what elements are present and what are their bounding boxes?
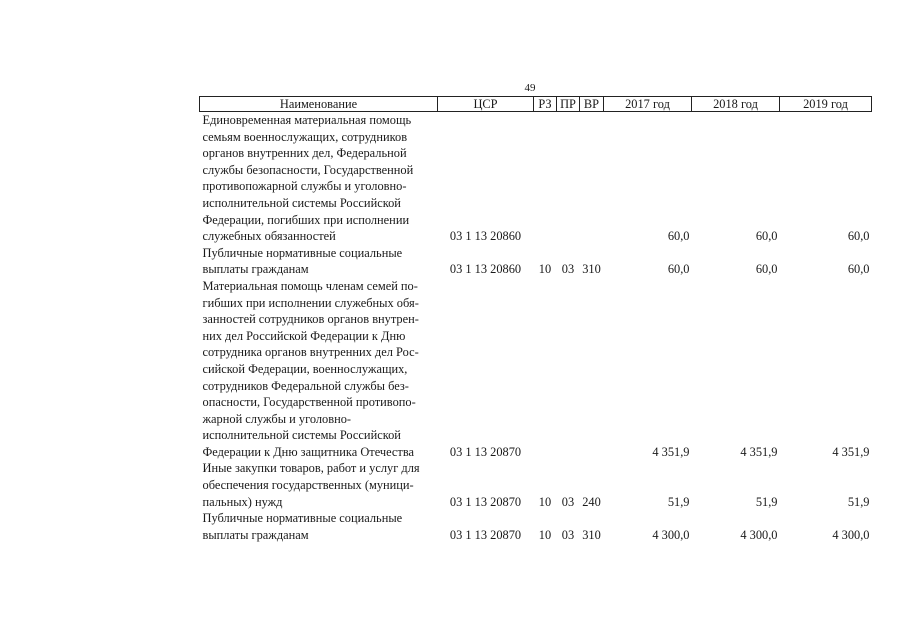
- row-name: [200, 245, 438, 278]
- header-pr: ПР: [557, 97, 580, 112]
- budget-table: [199, 96, 872, 543]
- table-header: [200, 97, 872, 112]
- row-vr: [580, 112, 604, 245]
- row-value-2019: 60,0: [847, 262, 870, 277]
- row-name-line: гибших при исполнении служебных обя-: [202, 295, 419, 310]
- row-name-line: жарной службы и уголовно-: [202, 411, 352, 426]
- row-name: [200, 510, 438, 543]
- row-name-line: Федерации к Дню защитника Отечества: [202, 444, 415, 459]
- row-csr: 03 1 13 20860: [449, 229, 522, 244]
- row-name-line: службы безопасности, Государственной: [202, 162, 414, 177]
- row-name-line: Единовременная материальная помощь: [202, 113, 412, 127]
- row-name-line: выплаты гражданам: [202, 527, 309, 542]
- row-name-line: семьям военнослужащих, сотрудников: [202, 129, 408, 144]
- row-rz: 10: [538, 527, 552, 542]
- row-name-line: исполнительной системы Российской: [202, 428, 401, 443]
- row-vr: [580, 278, 604, 461]
- row-rz: 10: [538, 262, 552, 277]
- row-name: [200, 460, 438, 510]
- row-name-line: органов внутренних дел, Федеральной: [202, 146, 407, 161]
- row-csr: 03 1 13 20860: [449, 262, 522, 277]
- row-name-line: сийской Федерации, военнослужащих,: [202, 361, 408, 376]
- page-number: 49: [524, 82, 536, 94]
- row-value-2017: 60,0: [667, 229, 690, 244]
- row-value-2017: 4 351,9: [652, 444, 690, 459]
- table-row: [200, 112, 872, 245]
- row-name-line: Публичные нормативные социальные: [202, 511, 403, 526]
- row-name-line: Публичные нормативные социальные: [202, 245, 403, 260]
- row-name-line: Федерации, погибших при исполнении: [202, 212, 410, 227]
- row-value-2018: 51,9: [755, 494, 778, 509]
- row-pr: [557, 112, 580, 245]
- row-value-2018: 60,0: [755, 229, 778, 244]
- row-pr: [557, 278, 580, 461]
- header-rz: РЗ: [534, 97, 557, 112]
- row-name-line: занностей сотрудников органов внутрен-: [202, 312, 419, 327]
- row-name-line: обеспечения государственных (муници-: [202, 478, 414, 493]
- row-value-2019: 51,9: [847, 494, 870, 509]
- row-name-line: Иные закупки товаров, работ и услуг для: [202, 461, 420, 476]
- header-name: Наименование: [200, 97, 438, 112]
- row-rz: [534, 278, 557, 461]
- row-rz: 10: [538, 494, 552, 509]
- row-csr: 03 1 13 20870: [449, 527, 522, 542]
- row-value-2018: 4 351,9: [740, 444, 778, 459]
- header-2018: 2018 год: [692, 97, 780, 112]
- table-body: [200, 112, 872, 544]
- row-name-line: Материальная помощь членам семей по-: [202, 278, 418, 293]
- row-name-line: сотрудника органов внутренних дел Рос-: [202, 345, 419, 360]
- row-name-line: служебных обязанностей: [202, 229, 336, 244]
- row-pr: 03: [561, 262, 575, 277]
- row-value-2019: 4 351,9: [832, 444, 870, 459]
- row-name-line: исполнительной системы Российской: [202, 195, 401, 210]
- row-csr: 03 1 13 20870: [449, 444, 522, 459]
- row-pr: 03: [561, 494, 575, 509]
- row-csr: 03 1 13 20870: [449, 494, 522, 509]
- row-name-line: противопожарной службы и уголовно-: [202, 179, 407, 194]
- table-row: [200, 460, 872, 510]
- row-value-2017: 60,0: [667, 262, 690, 277]
- row-value-2017: 51,9: [667, 494, 690, 509]
- row-name-line: пальных) нужд: [202, 494, 283, 509]
- row-value-2019: 60,0: [847, 229, 870, 244]
- header-2019: 2019 год: [780, 97, 872, 112]
- row-value-2018: 60,0: [755, 262, 778, 277]
- row-value-2017: 4 300,0: [652, 527, 690, 542]
- header-csr: ЦСР: [438, 97, 534, 112]
- row-vr: 240: [582, 494, 601, 509]
- row-rz: [534, 112, 557, 245]
- row-value-2018: 4 300,0: [740, 527, 778, 542]
- row-name-line: выплаты гражданам: [202, 262, 309, 277]
- row-name-line: них дел Российской Федерации к Дню: [202, 328, 406, 343]
- header-vr: ВР: [580, 97, 604, 112]
- row-pr: 03: [561, 527, 575, 542]
- header-2017: 2017 год: [604, 97, 692, 112]
- row-name-line: опасности, Государственной противопо-: [202, 395, 416, 410]
- table-row: [200, 245, 872, 278]
- table-row: [200, 278, 872, 461]
- row-name-line: сотрудников Федеральной службы без-: [202, 378, 409, 393]
- row-vr: 310: [582, 527, 601, 542]
- row-name: [200, 278, 438, 461]
- row-name: [200, 112, 438, 245]
- table-row: [200, 510, 872, 543]
- row-value-2019: 4 300,0: [832, 527, 870, 542]
- row-vr: 310: [582, 262, 601, 277]
- header-row: [200, 97, 872, 112]
